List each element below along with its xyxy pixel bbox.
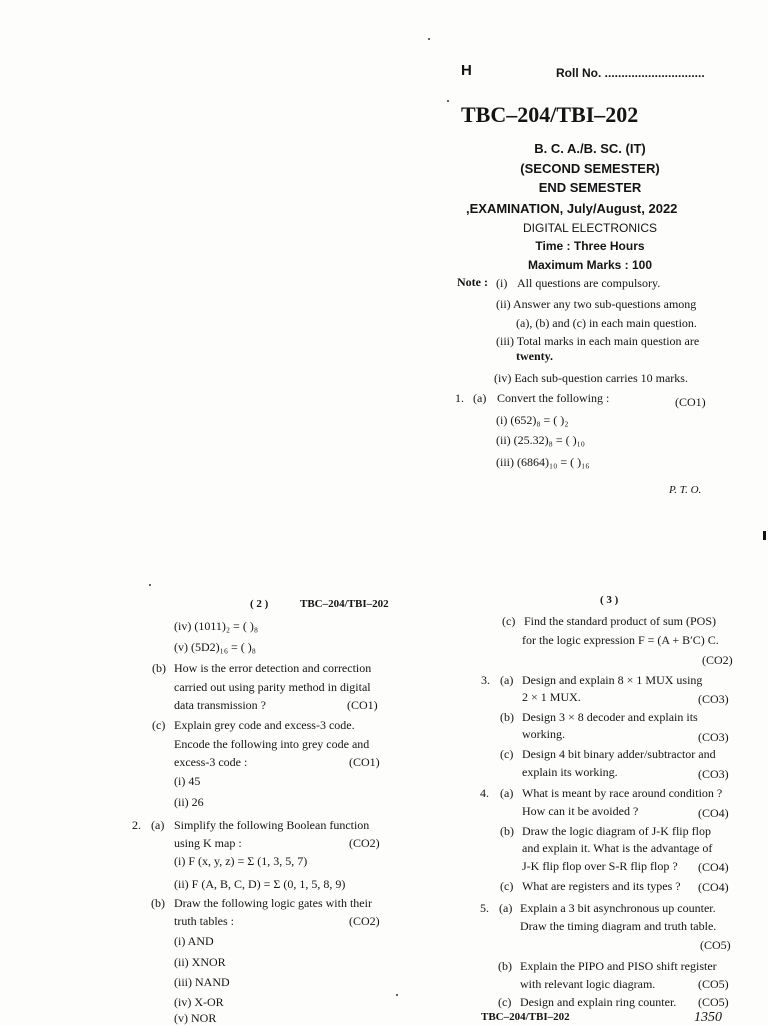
q2b-label: (b) xyxy=(151,896,165,910)
q3b-line2: working. xyxy=(522,727,565,741)
page-2-header-code: TBC–204/TBI–202 xyxy=(300,598,389,610)
q4c-text: What are registers and its types ? xyxy=(522,879,681,893)
q2a-line2: using K map : xyxy=(174,836,242,850)
q3c-label: (c) xyxy=(500,747,514,761)
q2c-line1: Find the standard product of sum (POS) xyxy=(524,614,716,628)
footer-paper-code: TBC–204/TBI–202 xyxy=(481,1011,570,1023)
q2b-item-iv: (iv) X-OR xyxy=(174,995,224,1009)
question-5-number: 5. xyxy=(480,901,489,915)
q1b-label: (b) xyxy=(152,661,166,675)
q1c-item-ii: (ii) 26 xyxy=(174,795,204,809)
q2c-line2: for the logic expression F = (A + B′C) C. xyxy=(522,633,719,647)
q1b-line2: carried out using parity method in digital xyxy=(174,680,371,694)
q5c-text: Design and explain ring counter. xyxy=(520,995,677,1009)
q5a-line2: Draw the timing diagram and truth table. xyxy=(520,919,717,933)
q1b-co: (CO1) xyxy=(347,698,378,712)
q2b-item-ii: (ii) XNOR xyxy=(174,955,226,969)
q2a-co: (CO2) xyxy=(349,836,380,850)
q1a-co: (CO1) xyxy=(675,395,706,409)
speck xyxy=(396,994,398,996)
q1c-co: (CO1) xyxy=(349,755,380,769)
q3a-co: (CO3) xyxy=(698,692,729,706)
q4b-co: (CO4) xyxy=(698,860,729,874)
subject-name: DIGITAL ELECTRONICS xyxy=(522,221,658,235)
q1a-item-iv: (iv) (1011)₂ = ( )₈ xyxy=(174,619,258,633)
roll-number-field: Roll No. .............................. xyxy=(556,66,705,80)
q2a-item-i: (i) F (x, y, z) = Σ (1, 3, 5, 7) xyxy=(174,854,308,868)
q1a-item-ii: (ii) (25.32)₈ = ( )₁₀ xyxy=(496,433,585,447)
q3c-co: (CO3) xyxy=(698,767,729,781)
semester: (SECOND SEMESTER) xyxy=(520,161,660,176)
q1a-label: (a) xyxy=(473,391,487,405)
q5b-co: (CO5) xyxy=(698,977,729,991)
q1c-line3: excess-3 code : xyxy=(174,755,248,769)
q4a-co: (CO4) xyxy=(698,806,729,820)
q1a-item-v: (v) (5D2)₁₆ = ( )₈ xyxy=(174,640,256,654)
q4b-label: (b) xyxy=(500,824,514,838)
speck xyxy=(447,100,449,102)
q2b-item-v: (v) NOR xyxy=(174,1011,217,1025)
q5a-label: (a) xyxy=(499,901,513,915)
speck xyxy=(428,38,430,40)
question-3-number: 3. xyxy=(481,673,490,687)
q3b-label: (b) xyxy=(500,710,514,724)
q1c-line2: Encode the following into grey code and xyxy=(174,737,370,751)
note-2-line1: (ii) Answer any two sub-questions among xyxy=(496,297,697,311)
maximum-marks: Maximum Marks : 100 xyxy=(527,258,653,272)
q1c-item-i: (i) 45 xyxy=(174,774,201,788)
q1a-item-iii: (iii) (6864)₁₀ = ( )₁₆ xyxy=(496,455,590,469)
q5c-label: (c) xyxy=(498,995,512,1009)
question-1-number: 1. xyxy=(455,391,464,405)
q4b-line1: Draw the logic diagram of J-K flip flop xyxy=(522,824,711,838)
q2b-item-i: (i) AND xyxy=(174,934,214,948)
q4b-line2: and explain it. What is the advantage of xyxy=(522,841,713,855)
q3b-co: (CO3) xyxy=(698,730,729,744)
note-3-line1: (iii) Total marks in each main question are xyxy=(496,334,700,348)
q1a-item-i: (i) (652)₈ = ( )₂ xyxy=(496,413,569,427)
q3a-label: (a) xyxy=(500,673,514,687)
q4a-line2: How can it be avoided ? xyxy=(522,804,639,818)
q5b-line2: with relevant logic diagram. xyxy=(520,977,656,991)
q2c-co: (CO2) xyxy=(702,653,733,667)
q2a-item-ii: (ii) F (A, B, C, D) = Σ (0, 1, 5, 8, 9) xyxy=(174,877,346,891)
q2b-co: (CO2) xyxy=(349,914,380,928)
q2b-line1: Draw the following logic gates with their xyxy=(174,896,372,910)
note-label: Note : xyxy=(457,275,488,289)
q5c-co: (CO5) xyxy=(698,995,729,1009)
q3a-line2: 2 × 1 MUX. xyxy=(522,690,581,704)
note-1-text: All questions are compulsory. xyxy=(517,276,661,290)
q4b-line3: J-K flip flop over S-R flip flop ? xyxy=(522,859,678,873)
q1c-line1: Explain grey code and excess-3 code. xyxy=(174,718,355,732)
q3a-line1: Design and explain 8 × 1 MUX using xyxy=(522,673,703,687)
q5a-line1: Explain a 3 bit asynchronous up counter. xyxy=(520,901,716,915)
note-1-number: (i) xyxy=(496,276,508,290)
note-2-line2: (a), (b) and (c) in each main question. xyxy=(516,316,697,330)
q3c-line2: explain its working. xyxy=(522,765,618,779)
exam-duration: Time : Three Hours xyxy=(535,239,645,253)
q1a-text: Convert the following : xyxy=(497,391,610,405)
footer-copy-count: 1350 xyxy=(694,1010,722,1025)
q4a-label: (a) xyxy=(500,786,514,800)
q5b-label: (b) xyxy=(498,959,512,973)
edge-mark xyxy=(763,531,766,540)
please-turn-over: P. T. O. xyxy=(669,484,702,496)
page-3-number: ( 3 ) xyxy=(600,594,619,606)
course-name: B. C. A./B. SC. (IT) xyxy=(534,141,646,156)
q2a-line1: Simplify the following Boolean function xyxy=(174,818,370,832)
paper-code-title: TBC–204/TBI–202 xyxy=(461,102,639,127)
note-3-line2: twenty. xyxy=(516,349,553,363)
q4a-line1: What is meant by race around condition ? xyxy=(522,786,723,800)
q4c-co: (CO4) xyxy=(698,880,729,894)
question-2-number: 2. xyxy=(132,818,141,832)
q3c-line1: Design 4 bit binary adder/subtractor and xyxy=(522,747,716,761)
q2c-label: (c) xyxy=(502,614,516,628)
exam-session: ,EXAMINATION, July/August, 2022 xyxy=(466,201,678,216)
q2a-label: (a) xyxy=(151,818,165,832)
page-2-number: ( 2 ) xyxy=(250,598,269,610)
q5b-line1: Explain the PIPO and PISO shift register xyxy=(520,959,717,973)
q3b-line1: Design 3 × 8 decoder and explain its xyxy=(522,710,698,724)
set-code: H xyxy=(461,62,472,79)
q4c-label: (c) xyxy=(500,879,514,893)
q2b-item-iii: (iii) NAND xyxy=(174,975,230,989)
q1c-label: (c) xyxy=(152,718,166,732)
speck xyxy=(149,584,151,586)
q2b-line2: truth tables : xyxy=(174,914,234,928)
exam-type: END SEMESTER xyxy=(538,180,642,195)
q1b-line1: How is the error detection and correction xyxy=(174,661,372,675)
q5a-co: (CO5) xyxy=(700,938,731,952)
q1b-line3: data transmission ? xyxy=(174,698,266,712)
note-4: (iv) Each sub-question carries 10 marks. xyxy=(494,371,688,385)
question-4-number: 4. xyxy=(480,786,489,800)
